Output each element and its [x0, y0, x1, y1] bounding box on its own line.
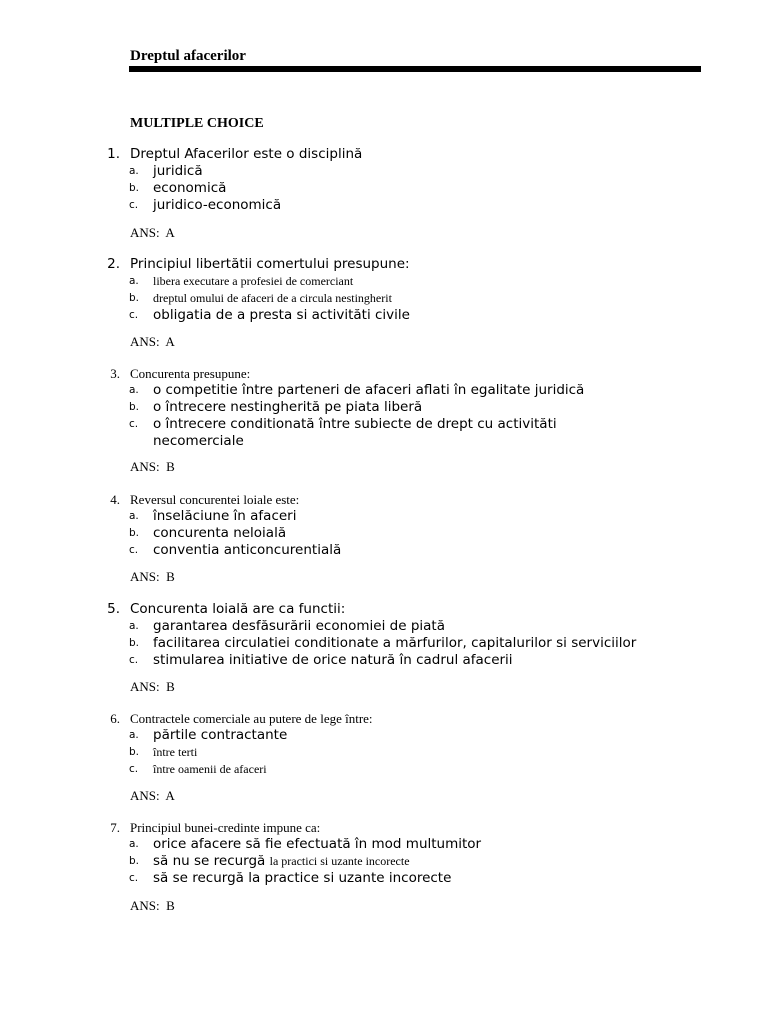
option-letter: a. — [129, 620, 139, 632]
option-text: orice afacere să fie efectuată în mod multumitor — [153, 836, 482, 852]
question-number: 7. — [110, 820, 120, 835]
option-letter: a. — [129, 165, 139, 177]
option-text: obligatia de a presta si activităti civile — [153, 307, 410, 323]
question-number: 4. — [110, 492, 120, 507]
option-text: părtile contractante — [153, 727, 288, 743]
question-number: 5. — [107, 601, 120, 617]
option-letter: a. — [129, 729, 139, 741]
header-rule — [129, 66, 701, 72]
answer-5: ANS: B — [130, 679, 175, 694]
question-7 — [0, 819, 768, 887]
section-title: MULTIPLE CHOICE — [130, 116, 264, 131]
option-text — [153, 853, 410, 870]
option-text-part: să nu se recurgă — [153, 853, 270, 869]
question-number: 3. — [110, 366, 120, 381]
question-number: 1. — [107, 146, 120, 162]
option-letter: c. — [129, 544, 139, 556]
option-letter: b. — [129, 855, 140, 867]
question-4 — [0, 491, 768, 559]
option-text: înselăciune în afaceri — [153, 508, 297, 524]
option-letter: c. — [129, 872, 139, 884]
document-title: Dreptul afacerilor — [130, 48, 246, 64]
option-text: o întrecere conditionată între subiecte de drept cu activităti necomerciale — [153, 416, 557, 449]
question-2 — [0, 256, 768, 324]
answer-2: ANS: A — [130, 334, 175, 349]
question-text: Contractele comerciale au putere de lege între: — [130, 711, 373, 726]
question-text: Principiul bunei-credinte impune ca: — [130, 820, 321, 835]
option-text: dreptul omului de afaceri de a circula nestingherit — [153, 291, 392, 305]
option-letter: b. — [129, 401, 140, 413]
answer-7: ANS: B — [130, 898, 175, 913]
answer-1: ANS: A — [130, 225, 175, 240]
option-text: între oamenii de afaceri — [153, 762, 267, 776]
answer-4: ANS: B — [130, 569, 175, 584]
option-letter: b. — [129, 637, 140, 649]
option-text: o competitie între parteneri de afaceri aflati în egalitate juridică — [153, 382, 585, 398]
option-text: economică — [153, 180, 227, 196]
answer-6: ANS: A — [130, 788, 175, 803]
question-text: Reversul concurentei loiale este: — [130, 492, 300, 507]
option-text: stimularea initiative de orice natură în cadrul afacerii — [153, 652, 513, 668]
option-letter: c. — [129, 309, 139, 321]
option-letter: c. — [129, 418, 139, 430]
option-text: juridică — [153, 163, 203, 179]
option-letter: c. — [129, 654, 139, 666]
option-text-part: la practici si uzante incorecte — [269, 854, 410, 868]
question-text: Concurenta loială are ca functii: — [130, 601, 346, 617]
option-letter: a. — [129, 510, 139, 522]
option-letter: b. — [129, 527, 140, 539]
option-text: conventia anticoncurentială — [153, 542, 342, 558]
question-text: Dreptul Afacerilor este o disciplină — [130, 146, 363, 162]
option-text: juridico-economică — [153, 197, 282, 213]
option-text: să se recurgă la practice si uzante incorecte — [153, 870, 452, 886]
question-5 — [0, 601, 768, 669]
option-text: facilitarea circulatiei conditionate a mărfurilor, capitalurilor si serviciilor — [153, 635, 637, 651]
option-text: garantarea desfăsurării economiei de piată — [153, 618, 445, 634]
option-letter: c. — [129, 763, 139, 775]
question-number: 2. — [107, 256, 120, 272]
option-letter: b. — [129, 746, 140, 758]
option-letter: a. — [129, 275, 139, 287]
option-text: între terti — [153, 745, 198, 759]
option-letter: b. — [129, 182, 140, 194]
option-letter: a. — [129, 838, 139, 850]
option-text: libera executare a profesiei de comerciant — [153, 274, 354, 288]
question-number: 6. — [110, 711, 120, 726]
question-text: Concurenta presupune: — [130, 366, 251, 381]
answer-3: ANS: B — [130, 459, 175, 474]
option-text: concurenta neloială — [153, 525, 287, 541]
question-3 — [0, 365, 768, 450]
question-6 — [0, 710, 768, 778]
option-letter: b. — [129, 292, 140, 304]
question-1 — [0, 146, 768, 214]
option-letter: a. — [129, 384, 139, 396]
option-letter: c. — [129, 199, 139, 211]
option-text: o întrecere nestingherită pe piata liberă — [153, 399, 423, 415]
question-text: Principiul libertătii comertului presupune: — [130, 256, 410, 272]
